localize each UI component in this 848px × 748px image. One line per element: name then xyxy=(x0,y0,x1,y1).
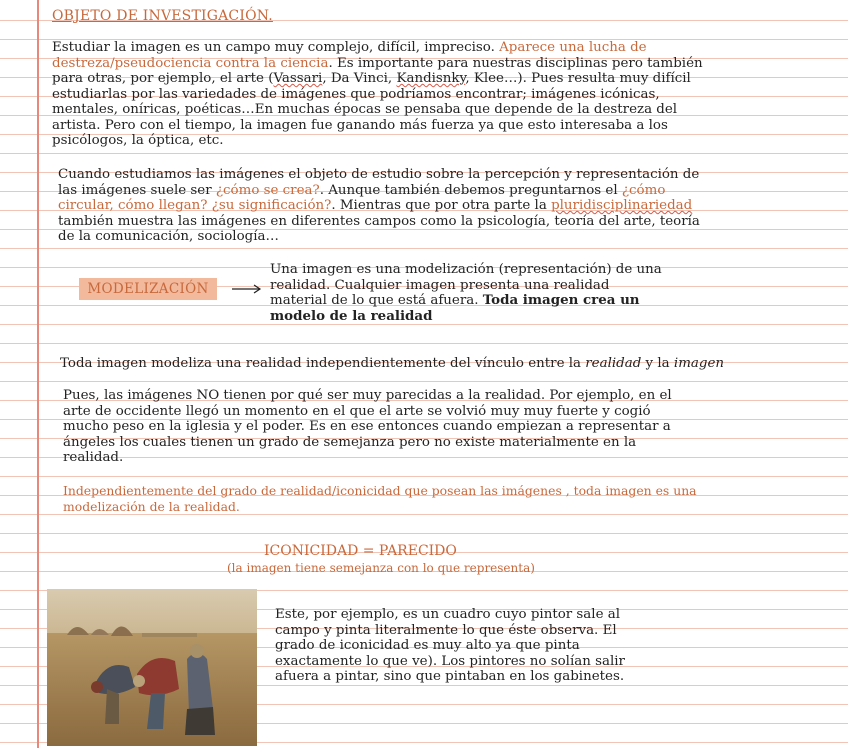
section-heading: OBJETO DE INVESTIGACIÓN. xyxy=(52,8,273,24)
modelizacion-label: MODELIZACIÓN xyxy=(79,278,217,300)
paragraph-study-object: Cuando estudiamos las imágenes el objeto de estudio sobre la percepción y representación de las imágenes suele ser ¿cómo se crea?. Aunque también debemos preguntarnos el ¿cómo circular, cómo llegan? ¿su significación?. Mientras que por otra parte la pluridisciplinariedad también muestra las imágenes en diferentes campos como la psicología, teoría del arte, teoría de la comunicación, sociología… xyxy=(58,167,700,244)
iconicidad-subtitle: (la imagen tiene semejanza con lo que representa) xyxy=(227,561,535,575)
paragraph-intro: Estudiar la imagen es un campo muy complejo, difícil, impreciso. Aparece una lucha de destreza/pseudociencia contra la ciencia. Es importante para nuestras disciplinas pero también para otras, por ejemplo, el arte (Vassari, Da Vinci, Kandisnky, Klee…). Pues resulta muy difícil estudiarlas por las variedades de imágenes que podríamos encontrar; imágenes icónicas, mentales, oníricas, poéticas…En muchas épocas se pensaba que depende de la destreza del artista. Pero con el tiempo, la imagen fue ganando más fuerza ya que esto interesaba a los psicólogos, la óptica, etc. xyxy=(52,40,703,148)
modelizacion-definition: Una imagen es una modelización (representación) de una realidad. Cualquier imagen presenta una realidad material de lo que está afuera. Toda imagen crea un modelo de la realidad xyxy=(270,262,662,324)
arrow-right-icon xyxy=(231,283,263,295)
iconicidad-title: ICONICIDAD = PARECIDO xyxy=(264,543,457,559)
paragraph-modeliza: Toda imagen modeliza una realidad independientemente del vínculo entre la realidad y la imagen xyxy=(60,356,724,371)
paragraph-painting: Este, por ejemplo, es un cuadro cuyo pintor sale al campo y pinta literalmente lo que éste observa. El grado de iconicidad es muy alto ya que pinta exactamente lo que ve). Los pintores no solían salir afuera a pintar, sino que pintaban en los gabinetes. xyxy=(275,607,625,684)
gleaners-painting-image xyxy=(47,589,257,746)
paragraph-angels: Pues, las imágenes NO tienen por qué ser muy parecidas a la realidad. Por ejemplo, en el arte de occidente llegó un momento en el que el arte se volvió muy muy fuerte y cogió mucho peso en la iglesia y el poder. Es en ese entonces cuando empiezan a representar a ángeles los cuales tienen un grado de semejanza pero no existe materialmente en la realidad. xyxy=(63,388,672,465)
margin-line xyxy=(37,0,39,748)
paragraph-conclusion: Independientemente del grado de realidad/iconicidad que posean las imágenes , toda imagen es una modelización de la realidad. xyxy=(63,483,697,514)
